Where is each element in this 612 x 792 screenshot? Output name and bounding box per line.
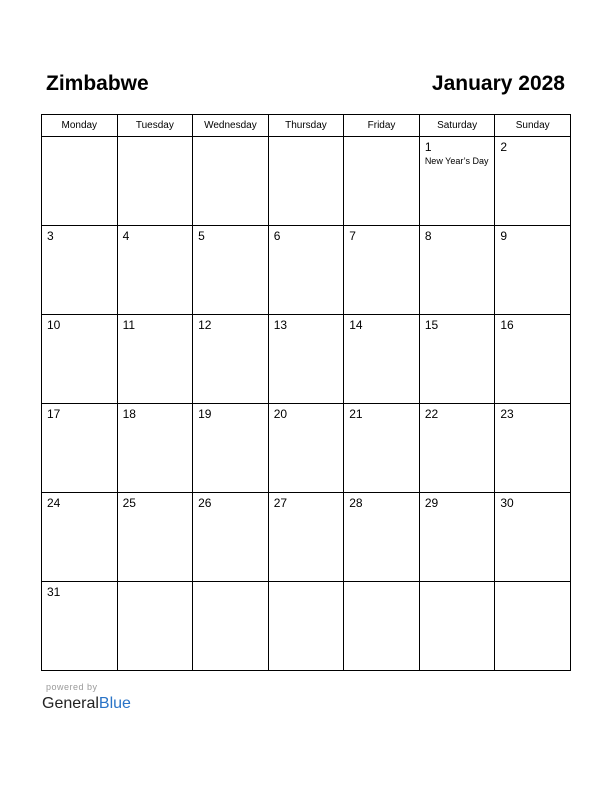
day-cell <box>419 315 495 404</box>
weekday-header-monday: Monday <box>42 115 118 137</box>
day-cell <box>268 137 344 226</box>
day-number: 15 <box>424 318 439 332</box>
day-cell <box>193 404 269 493</box>
day-cell <box>419 493 495 582</box>
day-cell <box>495 404 571 493</box>
day-number: 31 <box>47 585 61 599</box>
day-number <box>420 582 495 585</box>
day-number: 20 <box>273 407 288 421</box>
day-cell <box>344 226 420 315</box>
day-number: 13 <box>273 318 288 332</box>
day-number: 16 <box>500 318 514 332</box>
brand-general-text: General <box>42 695 99 712</box>
day-number <box>193 582 268 585</box>
day-cell <box>419 582 495 671</box>
week-row <box>42 315 571 404</box>
day-number: 25 <box>122 496 136 510</box>
weekday-header-thursday: Thursday <box>268 115 344 137</box>
day-number: 26 <box>198 496 212 510</box>
weekday-header-tuesday: Tuesday <box>117 115 193 137</box>
footer-branding <box>42 682 131 714</box>
day-cell <box>193 315 269 404</box>
weekday-header-saturday: Saturday <box>419 115 495 137</box>
day-cell <box>117 315 193 404</box>
country-title: Zimbabwe <box>46 72 149 95</box>
generalblue-logo <box>42 694 131 714</box>
day-cell <box>117 582 193 671</box>
day-cell <box>495 137 571 226</box>
day-number: 17 <box>47 407 61 421</box>
day-cell <box>42 226 118 315</box>
day-cell <box>42 315 118 404</box>
day-number: 7 <box>349 229 356 243</box>
day-number: 18 <box>122 407 136 421</box>
day-cell <box>495 582 571 671</box>
week-row <box>42 226 571 315</box>
day-number <box>118 137 193 140</box>
day-number: 2 <box>500 140 508 154</box>
day-number <box>344 137 419 140</box>
brand-blue-text: Blue <box>98 695 131 712</box>
powered-by-text: powered by <box>46 682 98 692</box>
weekday-header-row <box>42 115 571 137</box>
day-cell <box>42 493 118 582</box>
day-number: 10 <box>47 318 61 332</box>
day-number: 21 <box>349 407 363 421</box>
day-number: 23 <box>500 407 514 421</box>
day-number <box>118 582 193 585</box>
day-cell <box>268 315 344 404</box>
day-cell <box>344 493 420 582</box>
day-cell <box>419 404 495 493</box>
day-cell <box>193 137 269 226</box>
day-cell <box>193 582 269 671</box>
weekday-header-sunday: Sunday <box>495 115 571 137</box>
day-cell <box>117 404 193 493</box>
day-cell <box>344 404 420 493</box>
day-cell <box>268 226 344 315</box>
day-number: 4 <box>122 229 130 243</box>
day-cell <box>495 226 571 315</box>
day-cell <box>268 582 344 671</box>
day-cell <box>268 404 344 493</box>
day-number <box>193 137 268 140</box>
day-number: 27 <box>273 496 288 510</box>
day-cell <box>344 582 420 671</box>
day-cell <box>344 137 420 226</box>
day-number <box>42 137 117 140</box>
day-cell <box>117 493 193 582</box>
day-cell <box>344 315 420 404</box>
day-number <box>269 582 344 585</box>
day-number: 14 <box>349 318 363 332</box>
week-row <box>42 137 571 226</box>
day-number: 12 <box>198 318 212 332</box>
month-title: January 2028 <box>431 72 565 95</box>
day-cell <box>193 226 269 315</box>
day-number: 1 <box>424 140 432 154</box>
day-number <box>269 137 344 140</box>
day-cell <box>193 493 269 582</box>
day-number: 5 <box>198 229 205 243</box>
day-cell <box>42 404 118 493</box>
week-row <box>42 582 571 671</box>
calendar-grid <box>41 114 571 671</box>
day-number: 29 <box>424 496 439 510</box>
day-cell <box>495 493 571 582</box>
day-number: 22 <box>424 407 439 421</box>
day-number: 19 <box>198 407 212 421</box>
day-cell <box>117 226 193 315</box>
day-number: 6 <box>273 229 281 243</box>
day-number: 24 <box>47 496 61 510</box>
day-cell <box>117 137 193 226</box>
day-cell <box>42 582 118 671</box>
weekday-header-wednesday: Wednesday <box>193 115 269 137</box>
day-number: 11 <box>122 318 136 332</box>
day-cell <box>419 137 495 226</box>
week-row <box>42 404 571 493</box>
day-cell <box>419 226 495 315</box>
day-number <box>495 582 570 585</box>
day-cell <box>42 137 118 226</box>
day-number: 9 <box>500 229 508 243</box>
day-number: 30 <box>500 496 514 510</box>
day-cell <box>268 493 344 582</box>
day-number: 8 <box>424 229 432 243</box>
day-number: 28 <box>349 496 363 510</box>
day-number <box>344 582 419 585</box>
holiday-label: New Year’s Day <box>424 156 489 166</box>
day-number: 3 <box>47 229 54 243</box>
day-cell <box>495 315 571 404</box>
week-row <box>42 493 571 582</box>
weekday-header-friday: Friday <box>344 115 420 137</box>
